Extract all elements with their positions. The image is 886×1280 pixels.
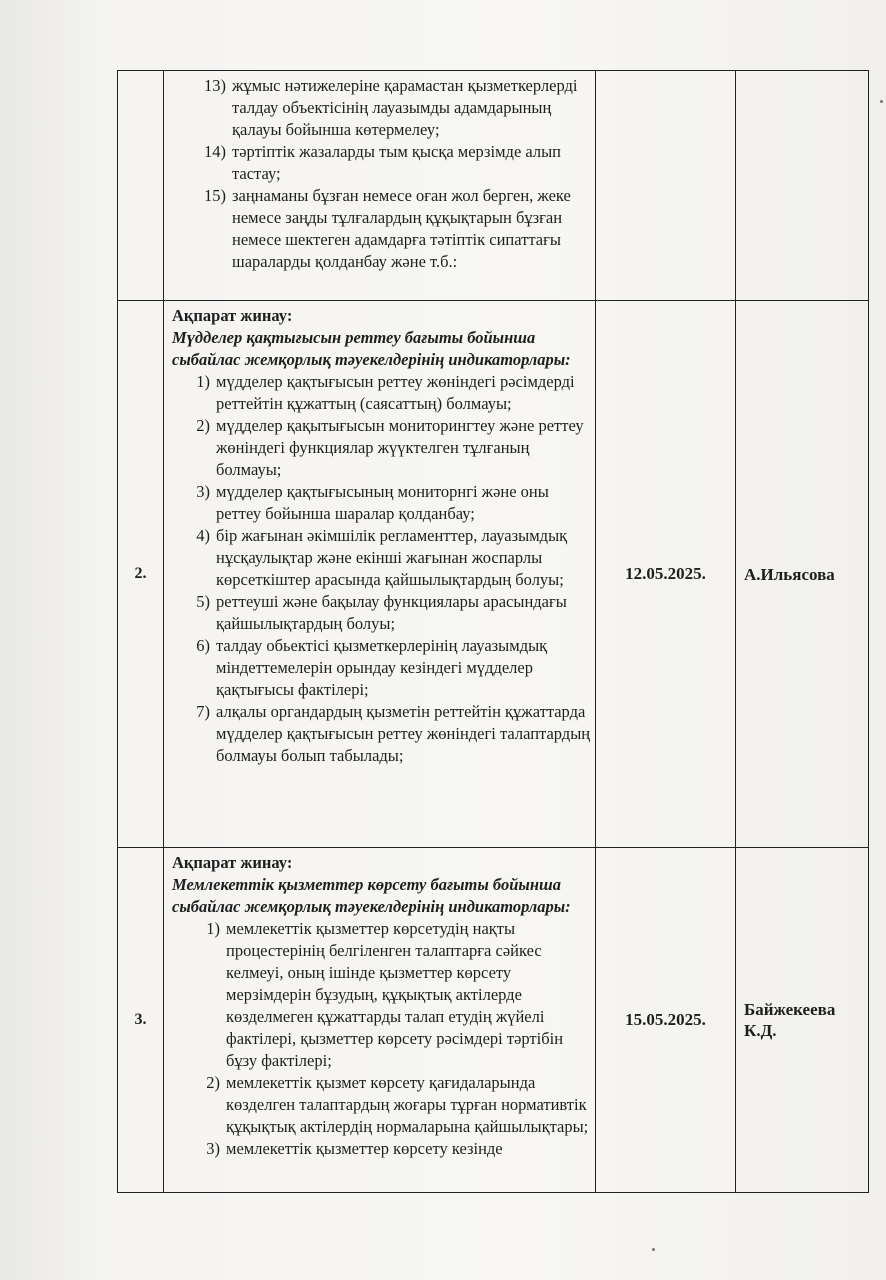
list-item: 2) мүдделер қақытығысын мониторингтеу және реттеу жөніндегі функциялар жүүктелген тұлғаның болмауы; [196,416,584,479]
table-row [118,301,869,848]
indicator-list [172,371,591,767]
list-item: 1) мүдделер қақтығысын реттеу жөніндегі рәсімдерді реттейтін құжаттың (саясаттың) болмауы; [196,372,575,413]
date-cell: 15.05.2025. [596,848,736,1193]
list-item: 3) мүдделер қақтығысының мониторнгі және оны реттеу бойынша шаралар қолданбау; [196,482,549,523]
list-item: 7) алқалы органдардың қызметін реттейтін құжаттарда мүдделер қақтығысын реттеу жөніндегі талаптардың болмауы болып табылады; [196,702,591,765]
list-item: 4) бір жағынан әкімшілік регламенттер, лауазымдық нұсқаулықтар және екінші жағынан жоспарлы көрсеткіштер арасында қайшылықтардың болуы; [196,526,568,589]
responsible-cell: А.Ильясова [736,301,869,848]
row-content-cell [164,71,596,301]
section-subheading: Мемлекеттік қызметтер көрсету бағыты бойынша сыбайлас жемқорлық тәуекелдерінің индикаторлары: [172,875,571,916]
row-content-cell [164,301,596,848]
list-item: 2) мемлекеттік қызмет көрсету қағидаларында көзделген талаптардың жоғары тұрған нормативтік құқықтық актілердің нормаларына қайшылықтары; [206,1073,589,1136]
row-number-cell: 3. [118,848,164,1193]
table-row [118,71,869,301]
section-heading: Ақпарат жинау: [172,853,293,872]
list-item: 14) тәртіптік жазаларды тым қысқа мерзімде алып тастау; [204,142,562,183]
list-item: 1) мемлекеттік қызметтер көрсетудің нақты процестерінің белгіленген талаптарға сәйкес келмеуі, оның ішінде қызметтер көрсету мерзімдерін бұзудың, құқықтық актілерде көзделмеген құжаттарды талап етудің жүйелі фактілері, қызметтер көрсету рәсімдері тәртібін бұзу фактілері; [206,919,564,1070]
indicator-list [172,75,591,273]
list-item: 5) реттеуші және бақылау функциялары арасындағы қайшылықтардың болуы; [196,592,567,633]
indicator-list [172,918,591,1160]
scan-speck [880,100,883,103]
plan-table [117,70,869,1193]
row-number-cell [118,71,164,301]
scan-speck [652,1248,655,1251]
responsible-cell: Байжекеева К.Д. [736,848,869,1193]
list-item: 3) мемлекеттік қызметтер көрсету кезінде [206,1139,503,1158]
section-heading: Ақпарат жинау: [172,306,293,325]
table-row [118,848,869,1193]
responsible-cell [736,71,869,301]
date-cell: 12.05.2025. [596,301,736,848]
list-item: 13) жұмыс нәтижелеріне қарамастан қызметкерлерді талдау объектісінің лауазымды адамдарының қалауы бойынша көтермелеу; [204,76,578,139]
section-subheading: Мүдделер қақтығысын реттеу бағыты бойынша сыбайлас жемқорлық тәуекелдерінің индикаторлары: [172,328,571,369]
list-item: 15) заңнаманы бұзған немесе оған жол берген, жеке немесе заңды тұлғалардың құқықтарын бұзған немесе шектеген адамдарға тәтіптік сипаттағы шараларды қолданбау және т.б.: [204,186,571,271]
row-number-cell: 2. [118,301,164,848]
list-item: 6) талдау обьектісі қызметкерлерінің лауазымдық міндеттемелерін орындау кезіндегі мүдделер қақтығысы фактілері; [196,636,548,699]
date-cell [596,71,736,301]
row-content-cell [164,848,596,1193]
